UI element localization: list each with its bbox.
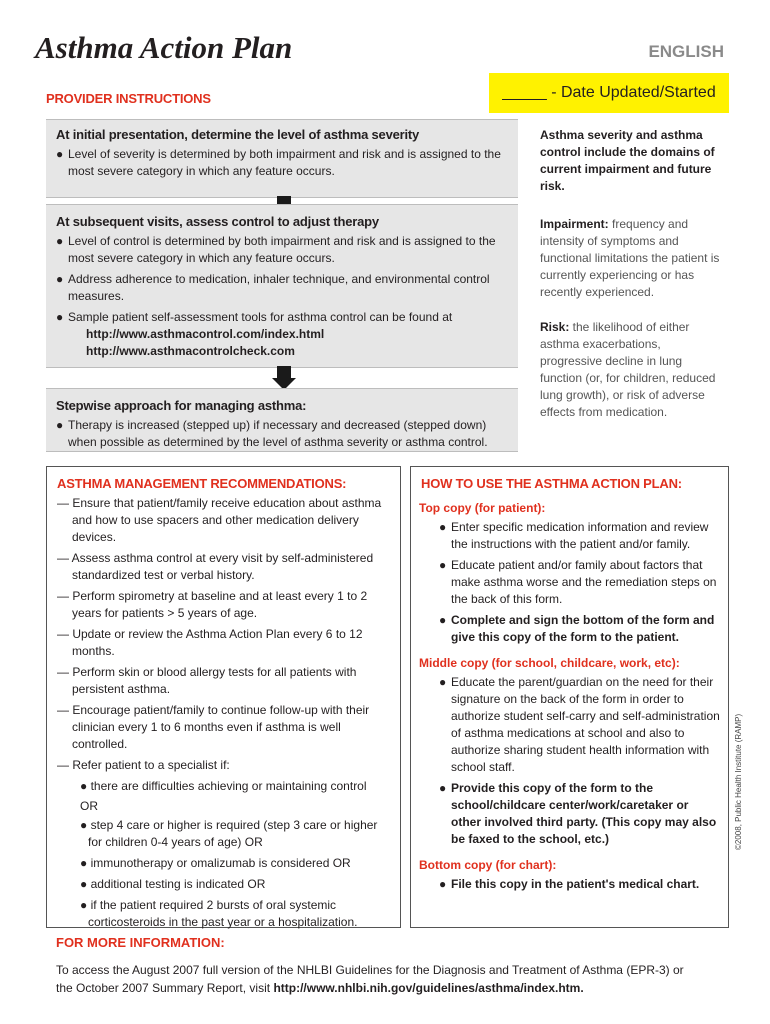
bullet-item: ● Level of control is determined by both impairment and risk and is assigned to the most severe category in which any feature occurs. xyxy=(56,234,496,265)
recommendation-item: — Encourage patient/family to continue follow-up with their clinician every 1 to 6 months even if asthma is well controlled. xyxy=(57,703,370,751)
referral-item: ● there are difficulties achieving or maintaining control xyxy=(80,779,367,793)
bullet-item: ● Level of severity is determined by both impairment and risk and is assigned to the most severe category in which any feature occurs. xyxy=(56,147,501,178)
recommendation-item: — Perform spirometry at baseline and at least every 1 to 2 years for patients > 5 years of age. xyxy=(57,589,368,620)
subsequent-visits-section xyxy=(46,204,518,368)
bullet-item: ● Therapy is increased (stepped up) if necessary and decreased (stepped down) when possible as determined by the level of asthma severity or asthma control. xyxy=(56,418,488,449)
asthmacontrol-link[interactable]: http://www.asthmacontrol.com/index.html xyxy=(86,327,325,341)
middle-copy-heading: Middle copy (for school, childcare, work, etc): xyxy=(419,656,680,670)
management-heading: ASTHMA MANAGEMENT RECOMMENDATIONS: xyxy=(57,476,347,491)
risk-definition: Risk: the likelihood of either asthma exacerbations, progressive decline in lung function (or, for children, reduced lung growth), or risk of adverse effects from medication. xyxy=(540,320,716,419)
bullet-item: ● Sample patient self-assessment tools for asthma control can be found at xyxy=(56,310,453,324)
language-label: ENGLISH xyxy=(648,42,724,61)
recommendation-item: — Refer patient to a specialist if: xyxy=(57,758,230,772)
bullet-item: ● Enter specific medication information and review the instructions with the patient and/or family. xyxy=(439,520,709,551)
nhlbi-link[interactable]: http://www.nhlbi.nih.gov/guidelines/asthma/index.htm. xyxy=(273,981,584,995)
copyright-note: ©2008, Public Health Institute (RAMP) xyxy=(734,713,743,850)
recommendation-item: — Ensure that patient/family receive education about asthma and how to use spacers and other medication delivery devices. xyxy=(57,496,382,544)
bullet-item: ● Educate patient and/or family about factors that make asthma worse and the remediation steps on the back of this form. xyxy=(439,558,717,606)
stepwise-heading: Stepwise approach for managing asthma: xyxy=(56,398,307,413)
bottom-copy-heading: Bottom copy (for chart): xyxy=(419,858,557,872)
bullet-item: ● Provide this copy of the form to the school/childcare center/work/caretaker or other involved third party. (This copy may also be faxed to the school, etc.) xyxy=(439,781,717,846)
bullet-item: ● Educate the parent/guardian on the need for their signature on the back of the form in order to authorize student self-carry and self-administration of asthma medications at school and also to authorize sharing student health information with school staff. xyxy=(439,675,720,774)
referral-item: ● immunotherapy or omalizumab is considered OR xyxy=(80,856,351,870)
initial-heading: At initial presentation, determine the level of asthma severity xyxy=(56,127,420,142)
recommendation-item: — Update or review the Asthma Action Plan every 6 to 12 months. xyxy=(57,627,363,658)
impairment-definition: Impairment: frequency and intensity of symptoms and functional limitations the patient is currently experiencing or has recently experienced. xyxy=(540,217,720,299)
bullet-item: ● Address adherence to medication, inhaler technique, and environmental control measures. xyxy=(56,272,490,303)
how-to-heading: HOW TO USE THE ASTHMA ACTION PLAN: xyxy=(421,476,682,491)
bullet-item: ● Complete and sign the bottom of the form and give this copy of the form to the patient. xyxy=(439,613,715,644)
how-to-use-box xyxy=(410,466,729,928)
management-recommendations-box xyxy=(46,466,401,928)
page-title: Asthma Action Plan xyxy=(35,30,293,65)
referral-item: ● additional testing is indicated OR xyxy=(80,877,266,891)
bullet-item: ● File this copy in the patient's medical chart. xyxy=(439,877,700,891)
top-copy-heading: Top copy (for patient): xyxy=(419,501,546,515)
domains-note: Asthma severity and asthma control include the domains of current impairment and future risk. xyxy=(540,128,715,193)
provider-instructions-heading: PROVIDER INSTRUCTIONS xyxy=(46,91,211,106)
initial-presentation-section xyxy=(46,119,518,198)
stepwise-section xyxy=(46,388,518,452)
recommendation-item: — Assess asthma control at every visit by self-administered standardized test or verbal history. xyxy=(57,551,374,582)
date-updated-field[interactable]: _____ - Date Updated/Started xyxy=(489,73,729,113)
asthmacontrolcheck-link[interactable]: http://www.asthmacontrolcheck.com xyxy=(86,344,295,358)
more-info-heading: FOR MORE INFORMATION: xyxy=(56,935,225,950)
recommendation-item: — Perform skin or blood allergy tests for all patients with persistent asthma. xyxy=(57,665,357,696)
more-info-text: To access the August 2007 full version of the NHLBI Guidelines for the Diagnosis and Treatment of Asthma (EPR-3) or the October 2007 Summary Report, visit http://www.nhlbi.nih.gov/guidelines/asthma/index.htm. xyxy=(56,963,684,995)
subsequent-heading: At subsequent visits, assess control to adjust therapy xyxy=(56,214,379,229)
referral-item: ● step 4 care or higher is required (step 3 care or higher for children 0-4 years of age) OR xyxy=(80,818,378,849)
referral-item: ● if the patient required 2 bursts of oral systemic corticosteroids in the past year or a hospitalization. xyxy=(80,898,358,929)
referral-or: OR xyxy=(80,799,98,813)
